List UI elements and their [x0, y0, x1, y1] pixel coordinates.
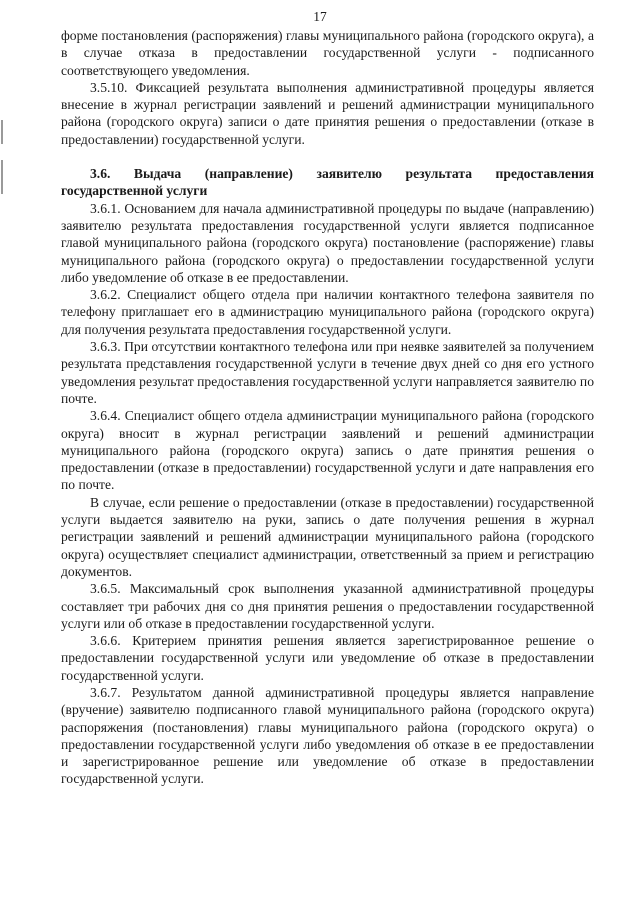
section-heading-3-6: 3.6. Выдача (направление) заявителю результата предоставления государственной услуги — [61, 166, 594, 199]
page-number: 17 — [313, 9, 327, 24]
paragraph-3-6-2: 3.6.2. Специалист общего отдела при наличии контактного телефона заявителя по телефону приглашает его в администрацию муниципального района (городского округа) для получения результата предоставления государственной услуги. — [61, 287, 594, 337]
paragraph-3-6-1: 3.6.1. Основанием для начала административной процедуры по выдаче (направлению) заявителю результата предоставления государственной услуги является подписанное главой муниципального района (городского округа) постановление (распоряжение) главы муниципального района (городского округа) о предоставлении государственной услуги либо уведомление об отказе в ее предоставлении. — [61, 200, 594, 285]
paragraph-3-6-5: 3.6.5. Максимальный срок выполнения указанной административной процедуры составляет три рабочих дня со дня принятия решения о предоставлении государственной услуги или об отказе в предоставлении государственной услуги. — [61, 581, 594, 631]
paragraph-3-6-4: 3.6.4. Специалист общего отдела администрации муниципального района (городского округа) вносит в журнал регистрации заявлений и решений администрации муниципального района (городского округа) запись о дате принятия решения о предоставлении (отказе в предоставлении) государственной услуги и дате направления его по почте. — [61, 408, 594, 493]
document-body — [61, 27, 594, 788]
paragraph-continuation: форме постановления (распоряжения) главы муниципального района (городского округа), а в случае отказа в предоставлении государственной услуги - подписанного соответствующего уведомления. — [61, 28, 594, 78]
paragraph-in-case: В случае, если решение о предоставлении (отказе в предоставлении) государственной услуги выдается заявителю на руки, запись о дате получения решения в журнал регистрации заявлений и решений администрации муниципального района (городского округа) осуществляет специалист администрации, ответственный за прием и регистрацию документов. — [61, 494, 594, 579]
scan-edge-mark — [1, 120, 3, 144]
paragraph-3-6-6: 3.6.6. Критерием принятия решения является зарегистрированное решение о предоставлении государственной услуги или уведомление об отказе в предоставлении государственной услуги. — [61, 633, 594, 683]
paragraph-3-6-3: 3.6.3. При отсутствии контактного телефона или при неявке заявителей за получением результата представления государственной услуги в течение двух дней со дня его устного уведомления результат предоставления государственной услуги направляется заявителю по почте. — [61, 339, 594, 406]
scan-edge-mark — [1, 160, 3, 194]
paragraph-3-6-7: 3.6.7. Результатом данной административной процедуры является направление (вручение) заявителю подписанного главой муниципального района (городского округа) распоряжения (постановления) главы муниципального района (городского округа) о предоставлении государственной услуги либо уведомления об отказе в ее предоставлении и зарегистрированное решение или уведомление об отказе в предоставлении государственной услуги. — [61, 684, 594, 787]
paragraph-3-5-10: 3.5.10. Фиксацией результата выполнения административной процедуры является внесение в журнал регистрации заявлений и решений администрации муниципального района (городского округа) записи о дате принятия решения о предоставлении (отказе в предоставлении) государственной услуги. — [61, 79, 594, 147]
